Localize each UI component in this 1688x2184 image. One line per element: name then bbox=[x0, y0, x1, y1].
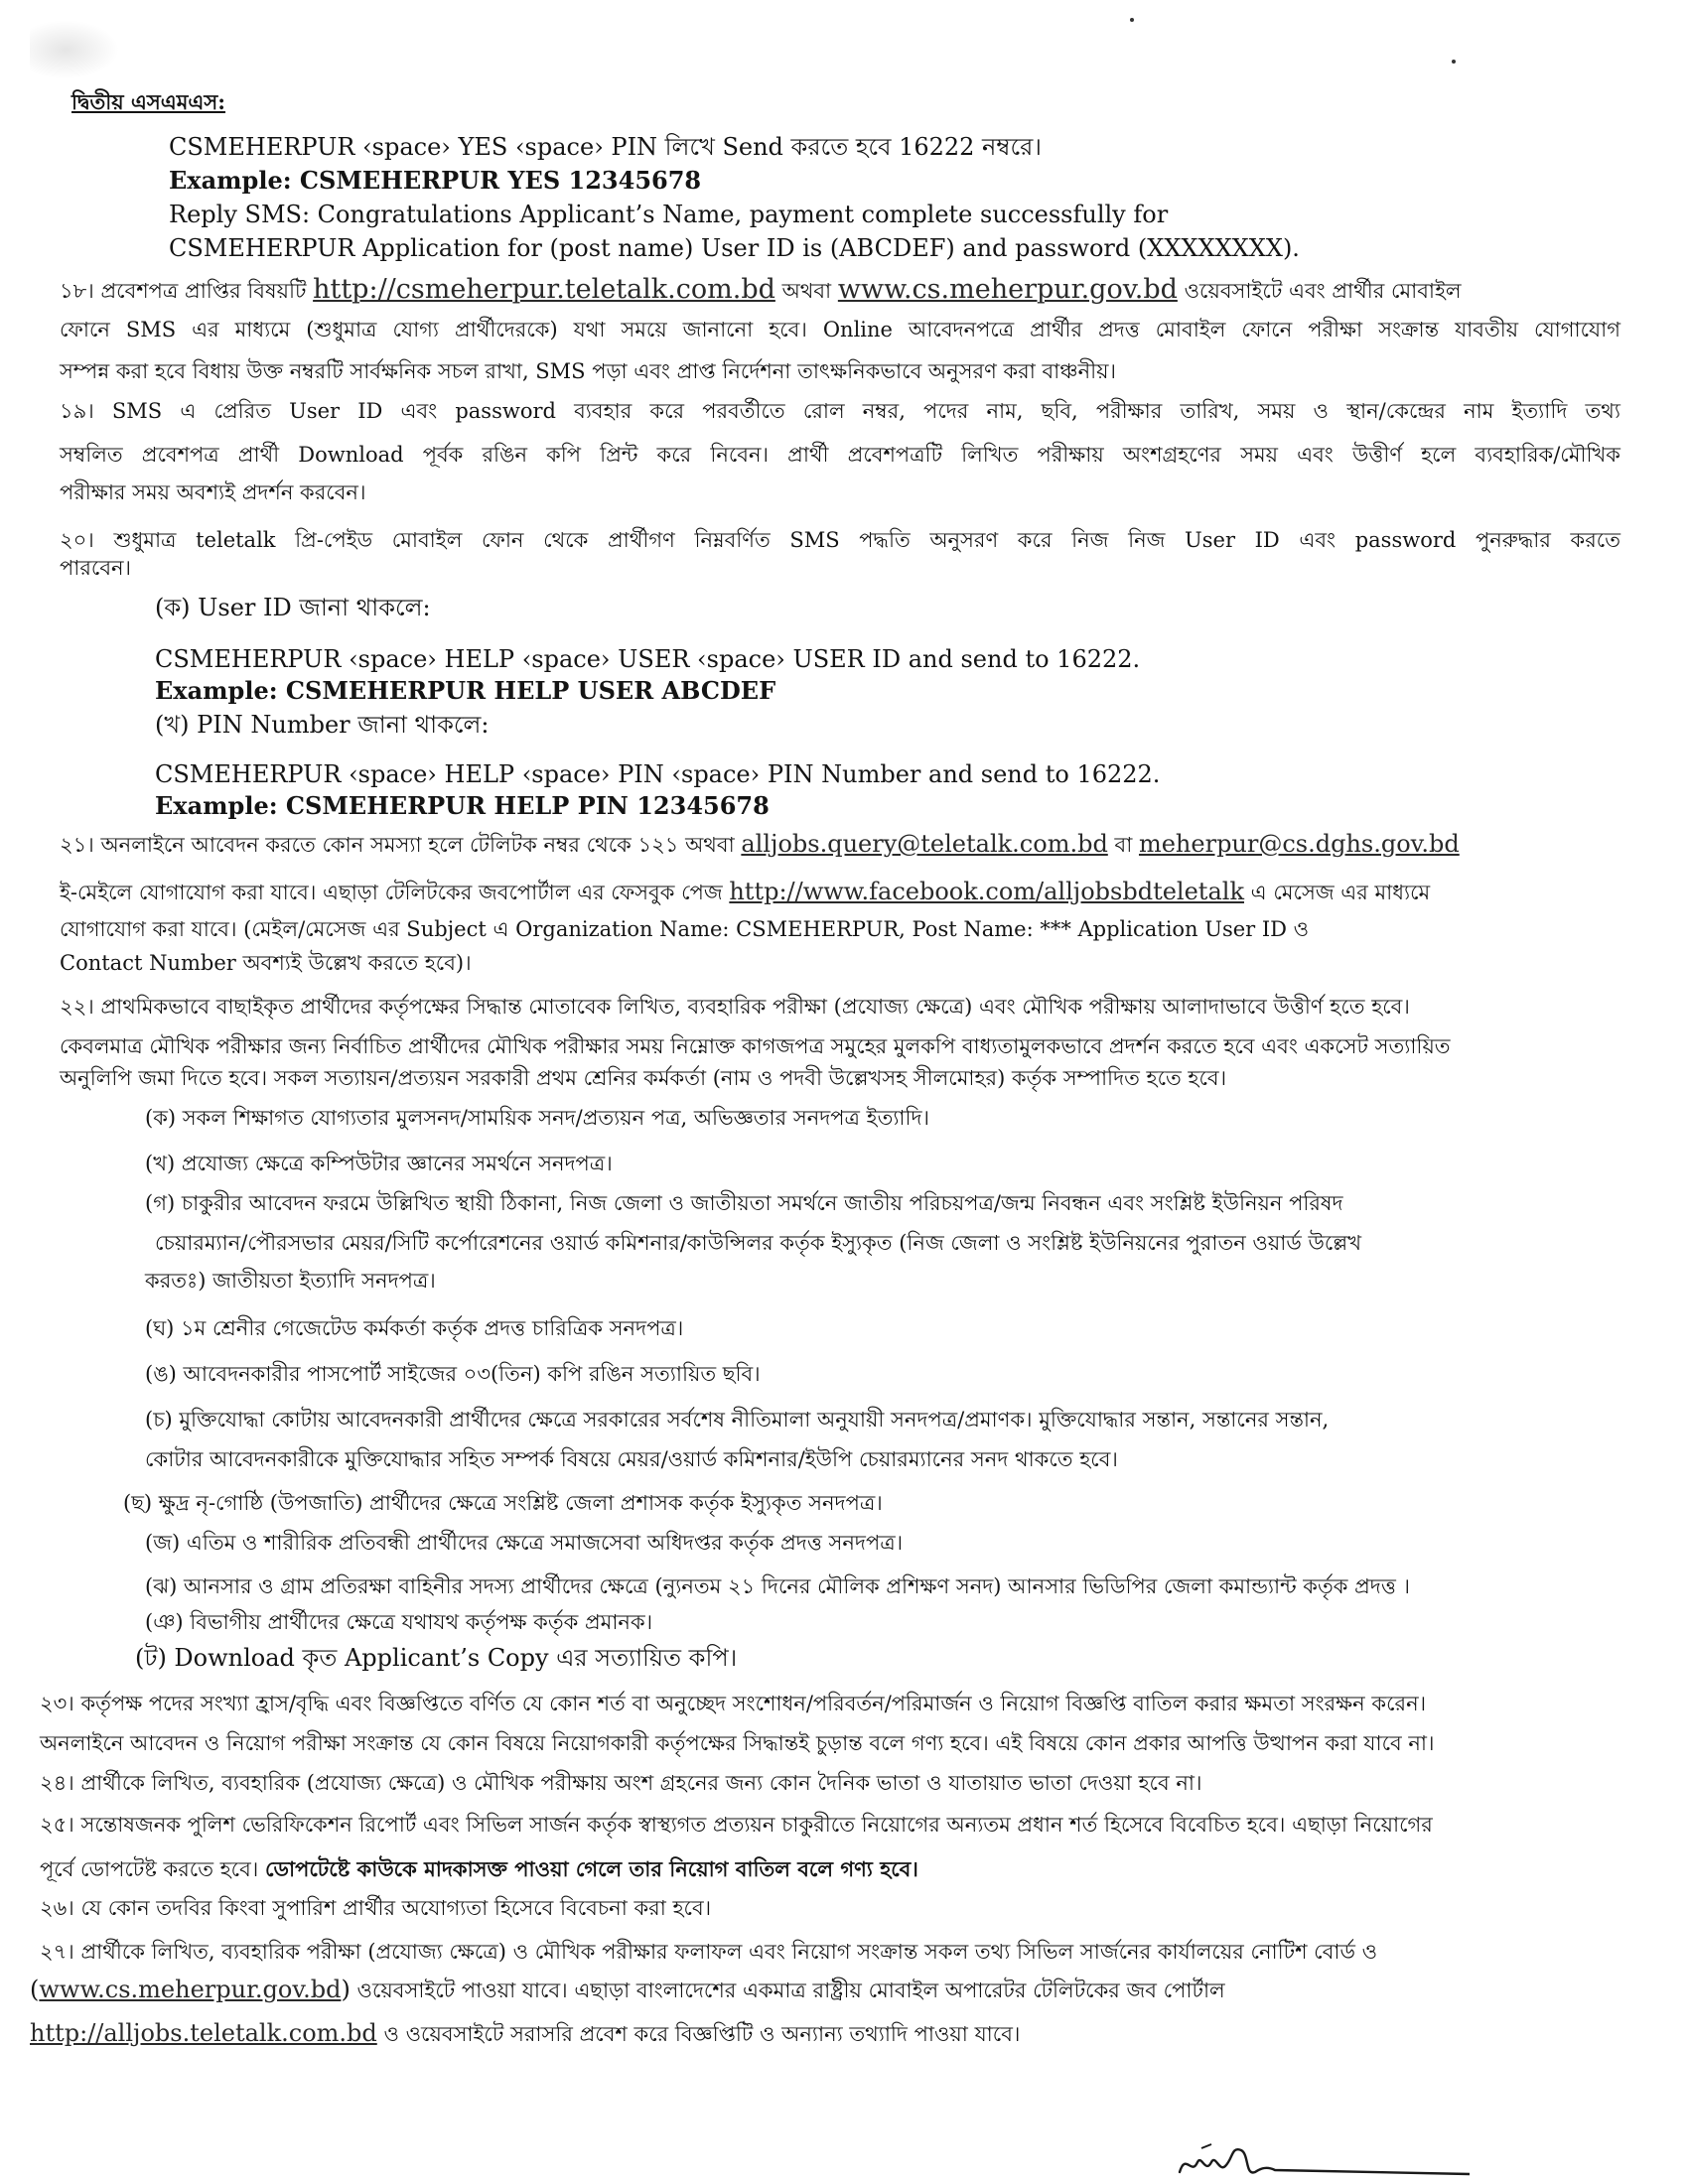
clause-19-line1: ১৯। SMS এ প্রেরিত User ID এবং password ব্যবহার করে পরবর্তীতে রোল নম্বর, পদের নাম, ছবি, পরীক্ষার তারিখ, সময় ও স্থান/কেন্দ্রের নাম ইত্যাদি তথ্য bbox=[60, 399, 1620, 423]
clause-22-item-uma: (ঙ) আবেদনকারীর পাসপোর্ট সাইজের ০৩(তিন) কপি রঙিন সত্যায়িত ছবি। bbox=[145, 1362, 761, 1386]
clause-27-line2: (www.cs.meherpur.gov.bd) ওয়েবসাইটে পাওয়া যাবে। এছাড়া বাংলাদেশের একমাত্র রাষ্ট্রীয় মোবাইল অপারেটর টেলিটকের জব পোর্টাল bbox=[30, 1976, 1225, 2003]
teletalk-portal-link[interactable]: http://csmeherpur.teletalk.com.bd bbox=[313, 274, 775, 305]
sms2-example: Example: CSMEHERPUR YES 12345678 bbox=[169, 166, 702, 195]
scan-speck bbox=[1130, 18, 1134, 22]
dope-test-warning: ডোপটেষ্টে কাউকে মাদকাসক্ত পাওয়া গেলে তার নিয়োগ বাতিল বলে গণ্য হবে। bbox=[265, 1856, 918, 1881]
sms2-instruction: CSMEHERPUR ‹space› YES ‹space› PIN লিখে Send করতে হবে 16222 নম্বরে। bbox=[169, 133, 1042, 161]
clause-21-line3: যোগাযোগ করা যাবে। (মেইল/মেসেজ এর Subject এ Organization Name: CSMEHERPUR, Post Name: *** Application User ID ও bbox=[60, 917, 1310, 941]
clause-22-item-ja: (জ) এতিম ও শারীরিক প্রতিবন্ধী প্রার্থীদের ক্ষেত্রে সমাজসেবা অধিদপ্তর কর্তৃক প্রদত্ত সনদপত্র। bbox=[145, 1531, 904, 1555]
clause-23-line1: ২৩। কর্তৃপক্ষ পদের সংখ্যা হ্রাস/বৃদ্ধি এবং বিজ্ঞপ্তিতে বর্ণিত যে কোন শর্ত বা অনুচ্ছেদ সংশোধন/পরিবর্তন/পরিমার্জন ও নিয়োগ বিজ্ঞপ্তি বাতিল করার ক্ষমতা সংরক্ষন করেন। bbox=[40, 1692, 1427, 1715]
clause-23-line2: অনলাইনে আবেদন ও নিয়োগ পরীক্ষা সংক্রান্ত যে কোন বিষয়ে নিয়োগকারী কর্তৃপক্ষের সিদ্ধান্তই চুড়ান্ত বলে গণ্য হবে। এই বিষয়ে কোন প্রকার আপত্তি উত্থাপন করা যাবে না। bbox=[40, 1731, 1435, 1755]
clause-22-item-jha: (ঝ) আনসার ও গ্রাম প্রতিরক্ষা বাহিনীর সদস্য প্রার্থীদের ক্ষেত্রে (ন্যুনতম ২১ দিনের মৌলিক প্রশিক্ষণ সনদ) আনসার ভিডিপির জেলা কমান্ড্যান্ট কর্তৃক প্রদত্ত । bbox=[145, 1574, 1411, 1598]
second-sms-heading: দ্বিতীয় এসএমএস: bbox=[71, 89, 226, 114]
clause-22-item-gha: (ঘ) ১ম শ্রেনীর গেজেটেড কর্মকর্তা কর্তৃক প্রদত্ত চারিত্রিক সনদপত্র। bbox=[145, 1316, 684, 1340]
clause-22-line1: ২২। প্রাথমিকভাবে বাছাইকৃত প্রার্থীদের কর্তৃপক্ষের সিদ্ধান্ত মোতাবেক লিখিত, ব্যবহারিক পরীক্ষা (প্রযোজ্য ক্ষেত্রে) এবং মৌখিক পরীক্ষায় আলাদাভাবে উত্তীর্ণ হতে হবে। bbox=[60, 995, 1410, 1019]
clause-22-item-ga-line2: চেয়ারম্যান/পৌরসভার মেয়র/সিটি কর্পোরেশনের ওয়ার্ড কমিশনার/কাউন্সিলর কর্তৃক ইস্যুকৃত (নিজ জেলা ও সংশ্লিষ্ট ইউনিয়নের পুরাতন ওয়ার্ড উল্লেখ bbox=[155, 1231, 1361, 1255]
clause-19-line3: পরীক্ষার সময় অবশ্যই প্রদর্শন করবেন। bbox=[60, 480, 366, 504]
clause-22-item-ka: (ক) সকল শিক্ষাগত যোগ্যতার মুলসনদ/সাময়িক সনদ/প্রত্যয়ন পত্র, অভিজ্ঞতার সনদপত্র ইত্যাদি। bbox=[145, 1106, 930, 1130]
clause-20-ka-label: (ক) User ID জানা থাকলে: bbox=[155, 594, 431, 621]
clause-22-item-cha-line2: কোটার আবেদনকারীকে মুক্তিযোদ্ধার সহিত সম্পর্ক বিষয়ে মেয়র/ওয়ার্ড কমিশনার/ইউপি চেয়ারম্যানের সনদ থাকতে হবে। bbox=[145, 1447, 1118, 1471]
clause-25-line1: ২৫। সন্তোষজনক পুলিশ ভেরিফিকেশন রিপোর্ট এবং সিভিল সার্জন কর্তৃক স্বাস্থ্যগত প্রত্যয়ন চাকুরীতে নিয়োগের অন্যতম প্রধান শর্ত হিসেবে বিবেচিত হবে। এছাড়া নিয়োগের bbox=[40, 1813, 1433, 1837]
clause-22-item-cha-line1: (চ) মুক্তিযোদ্ধা কোটায় আবেদনকারী প্রার্থীদের ক্ষেত্রে সরকারের সর্বশেষ নীতিমালা অনুযায়ী সনদপত্র/প্রমাণক। মুক্তিযোদ্ধার সন্তান, সন্তানের সন্তান, bbox=[145, 1408, 1330, 1432]
clause-20-kha-example: Example: CSMEHERPUR HELP PIN 12345678 bbox=[155, 791, 770, 820]
sms2-reply-line1: Reply SMS: Congratulations Applicant’s Name, payment complete successfully for bbox=[169, 201, 1169, 228]
clause-27-line3: http://alljobs.teletalk.com.bd ও ওয়েবসাইটে সরাসরি প্রবেশ করে বিজ্ঞপ্তিটি ও অন্যান্য তথ্যাদি পাওয়া যাবে। bbox=[30, 2019, 1021, 2047]
facebook-page-link[interactable]: http://www.facebook.com/alljobsbdteletalk bbox=[729, 878, 1244, 905]
clause-20-kha-label: (খ) PIN Number জানা থাকলে: bbox=[155, 711, 490, 739]
clause-20-line2: পারবেন। bbox=[60, 556, 132, 580]
signature bbox=[1172, 2132, 1470, 2184]
clause-22-item-nya: (ঞ) বিভাগীয় প্রার্থীদের ক্ষেত্রে যথাযথ কর্তৃপক্ষ কর্তৃক প্রমানক। bbox=[145, 1610, 653, 1634]
clause-24-line1: ২৪। প্রার্থীকে লিখিত, ব্যবহারিক (প্রযোজ্য ক্ষেত্রে) ও মৌখিক পরীক্ষায় অংশ গ্রহনের জন্য কোন দৈনিক ভাতা ও যাতায়াত ভাতা দেওয়া হবে না। bbox=[40, 1771, 1202, 1795]
clause-18-line2: ফোনে SMS এর মাধ্যমে (শুধুমাত্র যোগ্য প্রার্থীদেরকে) যথা সময়ে জানানো হবে। Online আবেদনপত্রে প্রার্থীর প্রদত্ত মোবাইল ফোনে পরীক্ষা সংক্রান্ত যাবতীয় যোগাযোগ bbox=[60, 318, 1620, 341]
clause-20-line1: ২০। শুধুমাত্র teletalk প্রি-পেইড মোবাইল ফোন থেকে প্রার্থীগণ নিম্নবর্ণিত SMS পদ্ধতি অনুসরণ করে নিজ নিজ User ID এবং password পুনরুদ্ধার করতে bbox=[60, 528, 1620, 552]
clause-22-item-ga-line1: (গ) চাকুরীর আবেদন ফরমে উল্লিখিত স্থায়ী ঠিকানা, নিজ জেলা ও জাতীয়তা সমর্থনে জাতীয় পরিচয়পত্র/জন্ম নিবন্ধন এবং সংশ্লিষ্ট ইউনিয়ন পরিষদ bbox=[145, 1191, 1343, 1215]
clause-21-line4: Contact Number অবশ্যই উল্লেখ করতে হবে)। bbox=[60, 951, 472, 975]
clause-19-line2: সম্বলিত প্রবেশপত্র প্রার্থী Download পূর্বক রঙিন কপি প্রিন্ট করে নিবেন। প্রার্থী প্রবেশপত্রটি লিখিত পরীক্ষায় অংশগ্রহণের সময় এবং উত্তীর্ণ হলে ব্যবহারিক/মৌখিক bbox=[60, 443, 1620, 467]
scan-smudge bbox=[30, 20, 119, 79]
clause-18-line3: সম্পন্ন করা হবে বিধায় উক্ত নম্বরটি সার্বক্ষনিক সচল রাখা, SMS পড়া এবং প্রাপ্ত নির্দেশনা তাৎক্ষনিকভাবে অনুসরণ করা বাঞ্চনীয়। bbox=[60, 359, 1117, 383]
clause-22-line3: অনুলিপি জমা দিতে হবে। সকল সত্যায়ন/প্রত্যয়ন সরকারী প্রথম শ্রেনির কর্মকর্তা (নাম ও পদবী উল্লেখসহ সীলমোহর) কর্তৃক সম্পাদিত হতে হবে। bbox=[60, 1066, 1227, 1090]
clause-22-item-kha: (খ) প্রযোজ্য ক্ষেত্রে কম্পিউটার জ্ঞানের সমর্থনে সনদপত্র। bbox=[145, 1152, 613, 1175]
clause-27-line1: ২৭। প্রার্থীকে লিখিত, ব্যবহারিক পরীক্ষা (প্রযোজ্য ক্ষেত্রে) ও মৌখিক পরীক্ষার ফলাফল এবং নিয়োগ সংক্রান্ত সকল তথ্য সিভিল সার্জনের কার্যালয়ের নোটিশ বোর্ড ও bbox=[40, 1940, 1378, 1964]
clause-22-line2: কেবলমাত্র মৌখিক পরীক্ষার জন্য নির্বাচিত প্রার্থীদের মৌখিক পরীক্ষার সময় নিম্নোক্ত কাগজপত্র সমুহের মুলকপি বাধ্যতামুলকভাবে প্রদর্শন করতে হবে এবং একসেট সত্যায়িত bbox=[60, 1034, 1451, 1058]
cs-meherpur-website-link[interactable]: www.cs.meherpur.gov.bd bbox=[837, 274, 1178, 305]
clause-20-ka-command: CSMEHERPUR ‹space› HELP ‹space› USER ‹space› USER ID and send to 16222. bbox=[155, 645, 1141, 673]
clause-22-item-ga-line3: করতঃ) জাতীয়তা ইত্যাদি সনদপত্র। bbox=[145, 1269, 436, 1293]
alljobs-query-email-link[interactable]: alljobs.query@teletalk.com.bd bbox=[741, 830, 1108, 858]
clause-21-line2: ই-মেইলে যোগাযোগ করা যাবে। এছাড়া টেলিটকের জবপোর্টাল এর ফেসবুক পেজ http://www.facebook.com/alljobsbdteletalk এ মেসেজ এর মাধ্যমে bbox=[60, 878, 1431, 905]
alljobs-teletalk-link[interactable]: http://alljobs.teletalk.com.bd bbox=[30, 2019, 377, 2047]
clause-22-item-chha: (ছ) ক্ষুদ্র নৃ-গোষ্ঠি (উপজাতি) প্রার্থীদের ক্ষেত্রে সংশ্লিষ্ট জেলা প্রশাসক কর্তৃক ইস্যুকৃত সনদপত্র। bbox=[123, 1491, 883, 1515]
clause-22-item-ta: (ট) Download কৃত Applicant’s Copy এর সত্যায়িত কপি। bbox=[135, 1644, 738, 1672]
clause-20-ka-example: Example: CSMEHERPUR HELP USER ABCDEF bbox=[155, 676, 776, 705]
clause-25-line2: পূর্বে ডোপটেষ্ট করতে হবে। ডোপটেষ্টে কাউকে মাদকাসক্ত পাওয়া গেলে তার নিয়োগ বাতিল বলে গণ্য হবে। bbox=[40, 1856, 918, 1881]
meherpur-cs-email-link[interactable]: meherpur@cs.dghs.gov.bd bbox=[1138, 830, 1460, 858]
clause-26-line1: ২৬। যে কোন তদবির কিংবা সুপারিশ প্রার্থীর অযোগ্যতা হিসেবে বিবেচনা করা হবে। bbox=[40, 1896, 712, 1920]
clause-18-line1: ১৮। প্রবেশপত্র প্রাপ্তির বিষয়টি http://csmeherpur.teletalk.com.bd অথবা www.cs.meherpur.gov.bd ওয়েবসাইটে এবং প্রার্থীর মোবাইল bbox=[60, 274, 1462, 305]
sms2-reply-line2: CSMEHERPUR Application for (post name) User ID is (ABCDEF) and password (XXXXXXXX). bbox=[169, 234, 1300, 262]
cs-meherpur-website-link-2[interactable]: www.cs.meherpur.gov.bd bbox=[39, 1976, 342, 2003]
clause-21-line1: ২১। অনলাইনে আবেদন করতে কোন সমস্যা হলে টেলিটক নম্বর থেকে ১২১ অথবা alljobs.query@teletalk.com.bd বা meherpur@cs.dghs.gov.bd bbox=[60, 830, 1460, 858]
clause-20-kha-command: CSMEHERPUR ‹space› HELP ‹space› PIN ‹space› PIN Number and send to 16222. bbox=[155, 760, 1161, 788]
scan-speck bbox=[1452, 60, 1456, 64]
